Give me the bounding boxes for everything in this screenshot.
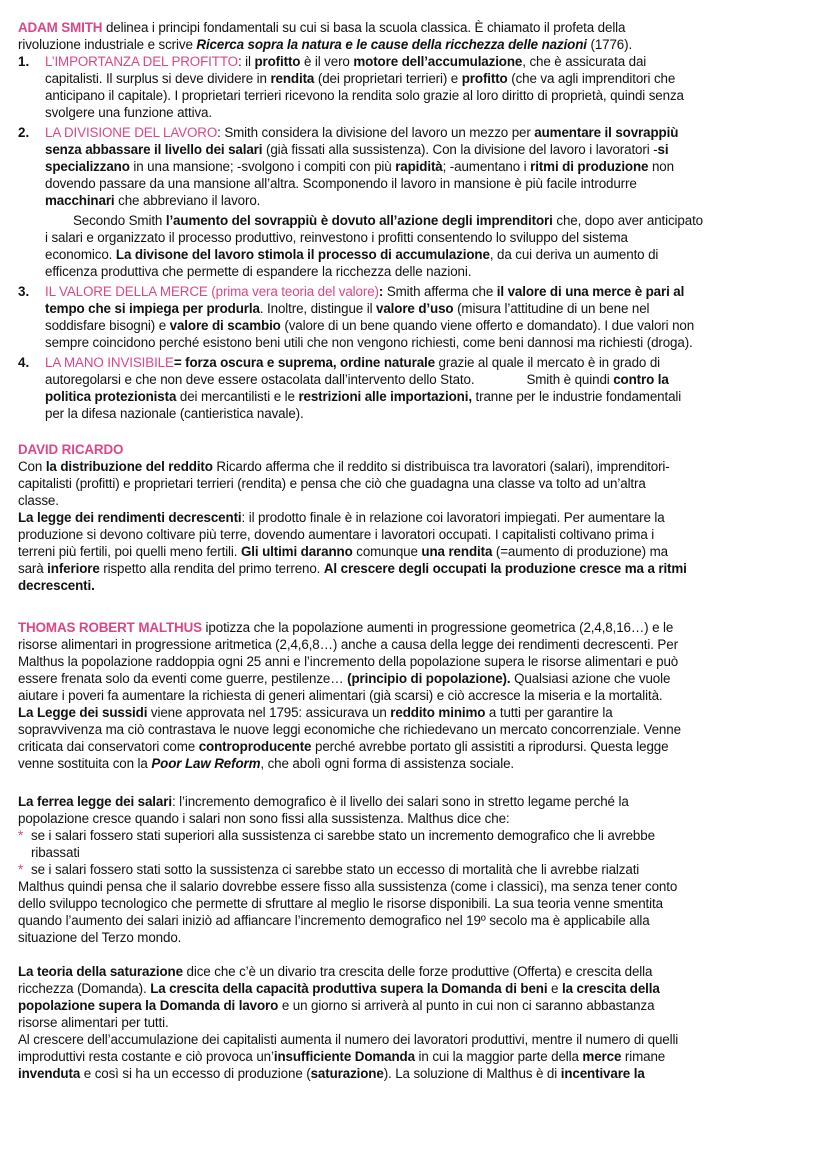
p3-line-1: IL VALORE DELLA MERCE (prima vera teoria del valore): Smith afferma che il valore di una merce è pari al (45, 284, 685, 299)
p2-line-3: specializzano in una mansione; -svolgono i compiti con più rapidità; -aumentano i ritmi di produzione non (45, 159, 674, 174)
saturazione-line-5: Al crescere dell’accumulazione dei capitalisti aumenta il numero dei lavoratori produttivi, mentre il numero di quelli (18, 1032, 679, 1047)
list-number-2: 2. (18, 125, 30, 140)
p2-line-9: efficenza produttiva che permette di espandere la ricchezza delle nazioni. (45, 264, 472, 279)
p1-line-1: L’IMPORTANZA DEL PROFITTO: il profitto è il vero motore dell’accumulazione, che è assicurata dai (45, 54, 647, 69)
p3-line-3: soddisfare bisogni) e valore di scambio (valore di un bene quando viene offerto e domandato). I due valori non (45, 318, 695, 333)
saturazione-line-1: La teoria della saturazione dice che c’è un divario tra crescita delle forze produttive (Offerta) e crescita della (18, 964, 653, 979)
heading-adam-smith: ADAM SMITH (18, 20, 103, 35)
salari-bullet-1-line-2: ribassati (31, 845, 80, 860)
p1-title: L’IMPORTANZA DEL PROFITTO (45, 54, 238, 69)
saturazione-line-4: risorse alimentari per tutti. (18, 1015, 169, 1030)
heading-malthus: THOMAS ROBERT MALTHUS (18, 620, 202, 635)
list-number-4: 4. (18, 355, 30, 370)
p2-line-1: LA DIVISIONE DEL LAVORO: Smith considera la divisione del lavoro un mezzo per aumentare il sovrappiù (45, 125, 679, 140)
salari-line-2: popolazione cresce quando i salari non sono fissi alla sussistenza. Malthus dice che: (18, 811, 510, 826)
ricardo-line-2: capitalisti (profitti) e proprietari terrieri (rendita) e pensa che ciò che guadagna una classe va tolto ad un’altra (18, 476, 646, 491)
saturazione-line-3: popolazione supera la Domanda di lavoro e un giorno si arriverà al punto in cui non ci saranno abbastanza (18, 998, 655, 1013)
salari-line-3: Malthus quindi pensa che il salario dovrebbe essere fisso alla sussistenza (come i classici), ma senza tener conto (18, 879, 678, 894)
bullet-star-icon: * (18, 828, 24, 843)
salari-line-6: situazione del Terzo mondo. (18, 930, 182, 945)
p2-line-8: economico. La divisone del lavoro stimola il processo di accumulazione, da cui deriva un aumento di (45, 247, 659, 262)
ricardo-line-1: Con la distribuzione del reddito Ricardo afferma che il reddito si distribuisca tra lavoratori (salari), imprenditori- (18, 459, 670, 474)
p1-line-3: anticipano il capitale). I proprietari terrieri ricevono la rendita solo grazie al loro diritto di proprietà, quindi senza (45, 88, 684, 103)
p4-line-1: LA MANO INVISIBILE= forza oscura e suprema, ordine naturale grazie al quale il mercato è in grado di (45, 355, 661, 370)
ricardo-line-5: produzione si devono coltivare più terre, dovendo aumentare i lavoratori occupati. I capitalisti coltivano prima i (18, 527, 655, 542)
p2-line-6: Secondo Smith l’aumento del sovrappiù è dovuto all’azione degli imprenditori che, dopo aver anticipato (73, 213, 703, 228)
saturazione-line-6: improduttivi resta costante e ciò provoca un’insufficiente Domanda in cui la maggior parte della merce rimane (18, 1049, 666, 1064)
malthus-line-5: aiutare i poveri fa aumentare la richiesta di generi alimentari (già scarsi) e ciò accresce la miseria e la mortalità. (18, 688, 663, 703)
malthus-line-6: La Legge dei sussidi viene approvata nel 1795: assicurava un reddito minimo a tutti per garantire la (18, 705, 613, 720)
malthus-line-4: essere frenata solo da eventi come guerre, pestilenze… (principio di popolazione). Qualsiasi azione che vuole (18, 671, 671, 686)
p2-line-5: macchinari che abbreviano il lavoro. (45, 193, 261, 208)
p1-line-2: capitalisti. Il surplus si deve dividere in rendita (dei proprietari terrieri) e profitto (che va agli imprenditori che (45, 71, 676, 86)
ricardo-line-4: La legge dei rendimenti decrescenti: il prodotto finale è in relazione coi lavoratori impiegati. Per aumentare la (18, 510, 665, 525)
p3-title: IL VALORE DELLA MERCE (prima vera teoria del valore) (45, 284, 379, 299)
malthus-line-8: criticata dai conservatori come controproducente perché avrebbe portato gli assistiti a riprodursi. Questa legge (18, 739, 669, 754)
saturazione-line-2: ricchezza (Domanda). La crescita della capacità produttiva supera la Domanda di beni e la crescita della (18, 981, 660, 996)
malthus-line-3: Malthus la popolazione raddoppia ogni 25 anni e l’incremento della popolazione supera le risorse alimentari e può (18, 654, 679, 669)
smith-intro-line-2: rivoluzione industriale e scrive Ricerca sopra la natura e le cause della ricchezza delle nazioni (1776). (18, 37, 633, 52)
p2-line-2: senza abbassare il livello dei salari (già fissati alla sussistenza). Con la divisione del lavoro i lavoratori -si (45, 142, 669, 157)
saturazione-line-7: invenduta e così si ha un eccesso di produzione (saturazione). La soluzione di Malthus è di incentivare la (18, 1066, 645, 1081)
p4-line-4: per la difesa nazionale (cantieristica navale). (45, 406, 304, 421)
ricardo-line-7: sarà inferiore rispetto alla rendita del primo terreno. Al crescere degli occupati la produzione cresce ma a ritmi (18, 561, 687, 576)
salari-line-5: quando l’aumento dei salari iniziò ad affiancare l’incremento demografico nel 19º secolo ma è applicabile alla (18, 913, 650, 928)
smith-intro-line-1: ADAM SMITH delinea i principi fondamentali su cui si basa la scuola classica. È chiamato il profeta della (18, 20, 626, 35)
list-number-3: 3. (18, 284, 30, 299)
book-title: Ricerca sopra la natura e le cause della ricchezza delle nazioni (196, 37, 587, 52)
list-number-1: 1. (18, 54, 30, 69)
heading-david-ricardo: DAVID RICARDO (18, 442, 124, 457)
salari-line-4: dello sviluppo tecnologico che permette di sfruttare al meglio le risorse disponibili. La sua teoria venne smentita (18, 896, 663, 911)
p4-line-3: politica protezionista dei mercantilisti e le restrizioni alle importazioni, tranne per le industrie fondamentali (45, 389, 682, 404)
p2-line-4: dovendo passare da una mansione all’altra. Scomponendo il lavoro in mansione è più facile introdurre (45, 176, 637, 191)
malthus-line-9: venne sostituita con la Poor Law Reform, che abolì ogni forma di assistenza sociale. (18, 756, 515, 771)
p4-title: LA MANO INVISIBILE (45, 355, 174, 370)
p2-title: LA DIVISIONE DEL LAVORO (45, 125, 218, 140)
p4-line-2: autoregolarsi e che non deve essere ostacolata dall’intervento dello Stato. Smith è quindi contro la (45, 372, 669, 387)
salari-bullet-1-line-1: se i salari fossero stati superiori alla sussistenza ci sarebbe stato un incremento demografico che li avrebbe (31, 828, 655, 843)
salari-bullet-2: se i salari fossero stati sotto la sussistenza ci sarebbe stato un eccesso di mortalità che li avrebbe rialzati (31, 862, 640, 877)
salari-line-1: La ferrea legge dei salari: l’incremento demografico è il livello dei salari sono in stretto legame perché la (18, 794, 629, 809)
malthus-line-2: risorse alimentari in progressione aritmetica (2,4,6,8…) anche a causa della legge dei rendimenti decrescenti. Per (18, 637, 678, 652)
bullet-star-icon: * (18, 862, 24, 877)
p1-line-4: svolgere una funzione attiva. (45, 105, 212, 120)
malthus-line-1: THOMAS ROBERT MALTHUS ipotizza che la popolazione aumenti in progressione geometrica (2,4,8,16…) e le (18, 620, 674, 635)
p2-line-7: i salari e organizzato il processo produttivo, reinvestono i profitti consentendo lo sviluppo del sistema (45, 230, 628, 245)
p3-line-4: sempre coincidono perché esistono beni utili che non vengono richiesti, come beni dannosi ma richiesti (droga). (45, 335, 693, 350)
ricardo-line-6: terreni più fertili, poi quelli meno fertili. Gli ultimi daranno comunque una rendita (=aumento di produzione) ma (18, 544, 668, 559)
malthus-line-7: sopravvivenza ma ciò contrastava le nuove leggi economiche che richiedevano un mercato concorrenziale. Venne (18, 722, 681, 737)
ricardo-line-3: classe. (18, 493, 59, 508)
ricardo-line-8: decrescenti. (18, 578, 95, 593)
p3-line-2: tempo che si impiega per produrla. Inoltre, distingue il valore d’uso (misura l’attitudine di un bene nel (45, 301, 650, 316)
